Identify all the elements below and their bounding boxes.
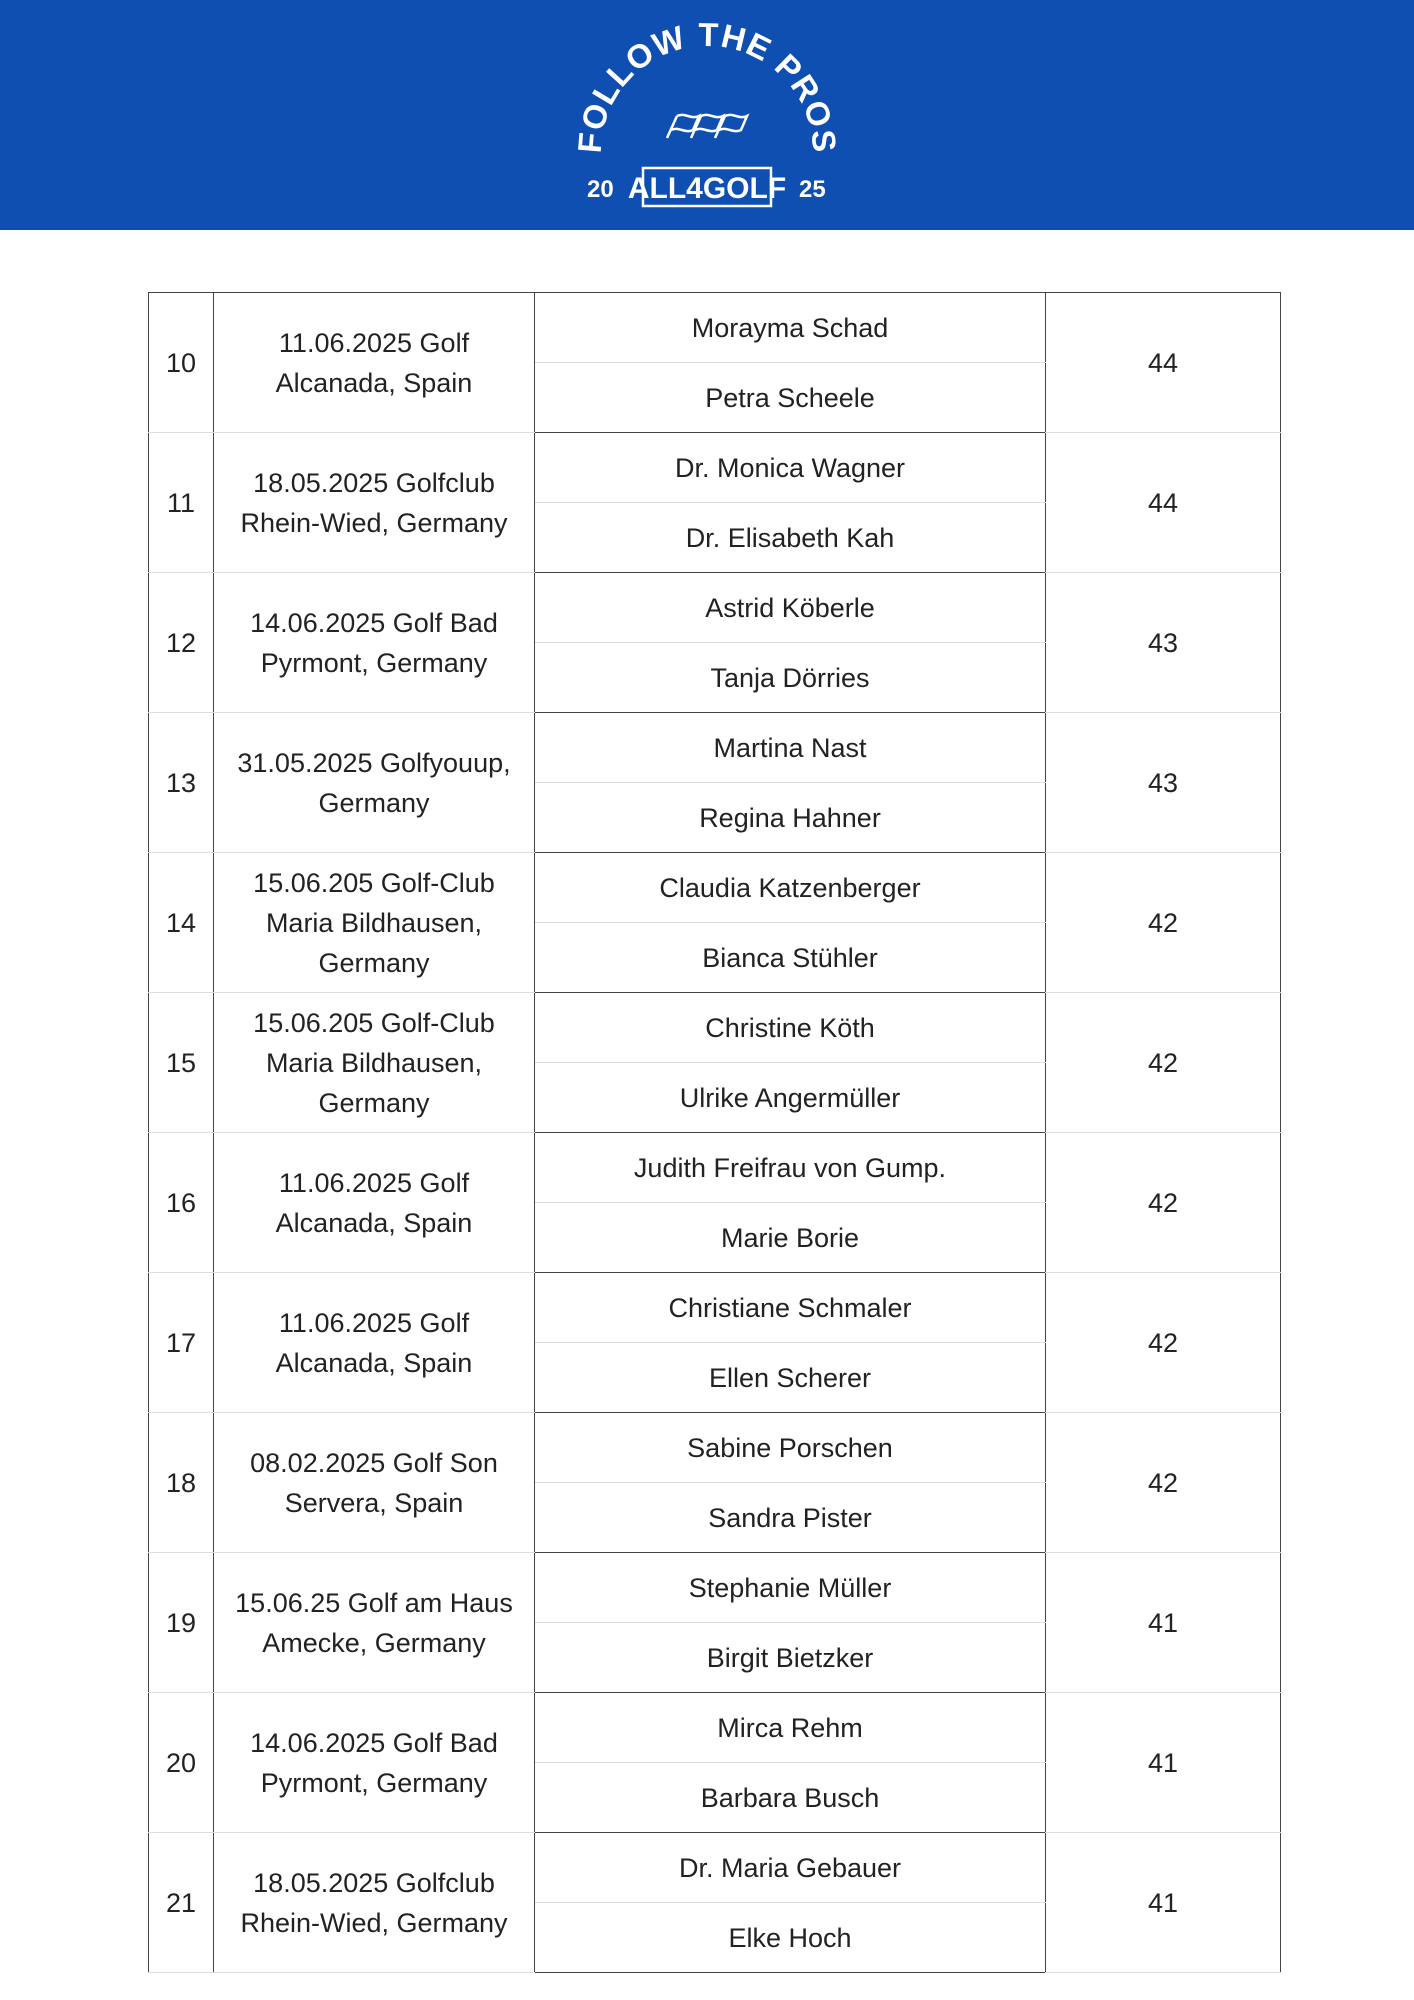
player-name: Dr. Elisabeth Kah (535, 503, 1046, 573)
player-name: Sandra Pister (535, 1483, 1046, 1553)
score-cell: 42 (1046, 853, 1281, 993)
rank-cell: 11 (149, 433, 214, 573)
table-row (149, 713, 1281, 783)
rank-cell: 18 (149, 1413, 214, 1553)
results-table (148, 292, 1281, 1973)
player-name: Bianca Stühler (535, 923, 1046, 993)
player-name: Dr. Maria Gebauer (535, 1833, 1046, 1903)
event-cell: 11.06.2025 Golf Alcanada, Spain (214, 293, 535, 433)
player-name: Stephanie Müller (535, 1553, 1046, 1623)
table-row (149, 1413, 1281, 1483)
player-name: Morayma Schad (535, 293, 1046, 363)
table-row (149, 853, 1281, 923)
rank-cell: 16 (149, 1133, 214, 1273)
rank-cell: 17 (149, 1273, 214, 1413)
event-cell: 18.05.2025 Golfclub Rhein-Wied, Germany (214, 433, 535, 573)
event-cell: 14.06.2025 Golf Bad Pyrmont, Germany (214, 1693, 535, 1833)
score-cell: 44 (1046, 433, 1281, 573)
score-cell: 43 (1046, 713, 1281, 853)
score-cell: 42 (1046, 993, 1281, 1133)
rank-cell: 12 (149, 573, 214, 713)
table-row (149, 1693, 1281, 1763)
player-name: Christine Köth (535, 993, 1046, 1063)
player-name: Martina Nast (535, 713, 1046, 783)
logo-year-left: 20 (587, 176, 614, 203)
player-name: Dr. Monica Wagner (535, 433, 1046, 503)
event-cell: 15.06.205 Golf-Club Maria Bildhausen, Germany (214, 993, 535, 1133)
results-table-body (149, 293, 1281, 1973)
header-banner (0, 0, 1414, 230)
player-name: Regina Hahner (535, 783, 1046, 853)
rank-cell: 10 (149, 293, 214, 433)
logo-year-right: 25 (799, 176, 826, 203)
rank-cell: 19 (149, 1553, 214, 1693)
flags-icon (667, 115, 747, 138)
event-cell: 31.05.2025 Golfyouup, Germany (214, 713, 535, 853)
player-name: Claudia Katzenberger (535, 853, 1046, 923)
player-name: Christiane Schmaler (535, 1273, 1046, 1343)
table-row (149, 993, 1281, 1063)
player-name: Ulrike Angermüller (535, 1063, 1046, 1133)
score-cell: 42 (1046, 1413, 1281, 1553)
logo-name: ALL4GOLF (627, 172, 787, 205)
event-cell: 11.06.2025 Golf Alcanada, Spain (214, 1133, 535, 1273)
rank-cell: 15 (149, 993, 214, 1133)
all4golf-logo (567, 20, 847, 220)
table-row (149, 293, 1281, 363)
score-cell: 42 (1046, 1133, 1281, 1273)
player-name: Marie Borie (535, 1203, 1046, 1273)
player-name: Sabine Porschen (535, 1413, 1046, 1483)
table-row (149, 1133, 1281, 1203)
rank-cell: 21 (149, 1833, 214, 1973)
event-cell: 14.06.2025 Golf Bad Pyrmont, Germany (214, 573, 535, 713)
table-row (149, 1833, 1281, 1903)
table-row (149, 573, 1281, 643)
player-name: Petra Scheele (535, 363, 1046, 433)
player-name: Tanja Dörries (535, 643, 1046, 713)
score-cell: 43 (1046, 573, 1281, 713)
event-cell: 15.06.25 Golf am Haus Amecke, Germany (214, 1553, 535, 1693)
player-name: Barbara Busch (535, 1763, 1046, 1833)
table-row (149, 1553, 1281, 1623)
score-cell: 42 (1046, 1273, 1281, 1413)
score-cell: 41 (1046, 1693, 1281, 1833)
logo-arc-text: FOLLOW THE PROS (570, 20, 844, 155)
event-cell: 18.05.2025 Golfclub Rhein-Wied, Germany (214, 1833, 535, 1973)
rank-cell: 20 (149, 1693, 214, 1833)
score-cell: 41 (1046, 1833, 1281, 1973)
event-cell: 08.02.2025 Golf Son Servera, Spain (214, 1413, 535, 1553)
player-name: Ellen Scherer (535, 1343, 1046, 1413)
player-name: Judith Freifrau von Gump. (535, 1133, 1046, 1203)
event-cell: 15.06.205 Golf-Club Maria Bildhausen, Germany (214, 853, 535, 993)
rank-cell: 14 (149, 853, 214, 993)
player-name: Mirca Rehm (535, 1693, 1046, 1763)
rank-cell: 13 (149, 713, 214, 853)
player-name: Birgit Bietzker (535, 1623, 1046, 1693)
score-cell: 44 (1046, 293, 1281, 433)
score-cell: 41 (1046, 1553, 1281, 1693)
player-name: Astrid Köberle (535, 573, 1046, 643)
player-name: Elke Hoch (535, 1903, 1046, 1973)
event-cell: 11.06.2025 Golf Alcanada, Spain (214, 1273, 535, 1413)
table-row (149, 1273, 1281, 1343)
table-row (149, 433, 1281, 503)
